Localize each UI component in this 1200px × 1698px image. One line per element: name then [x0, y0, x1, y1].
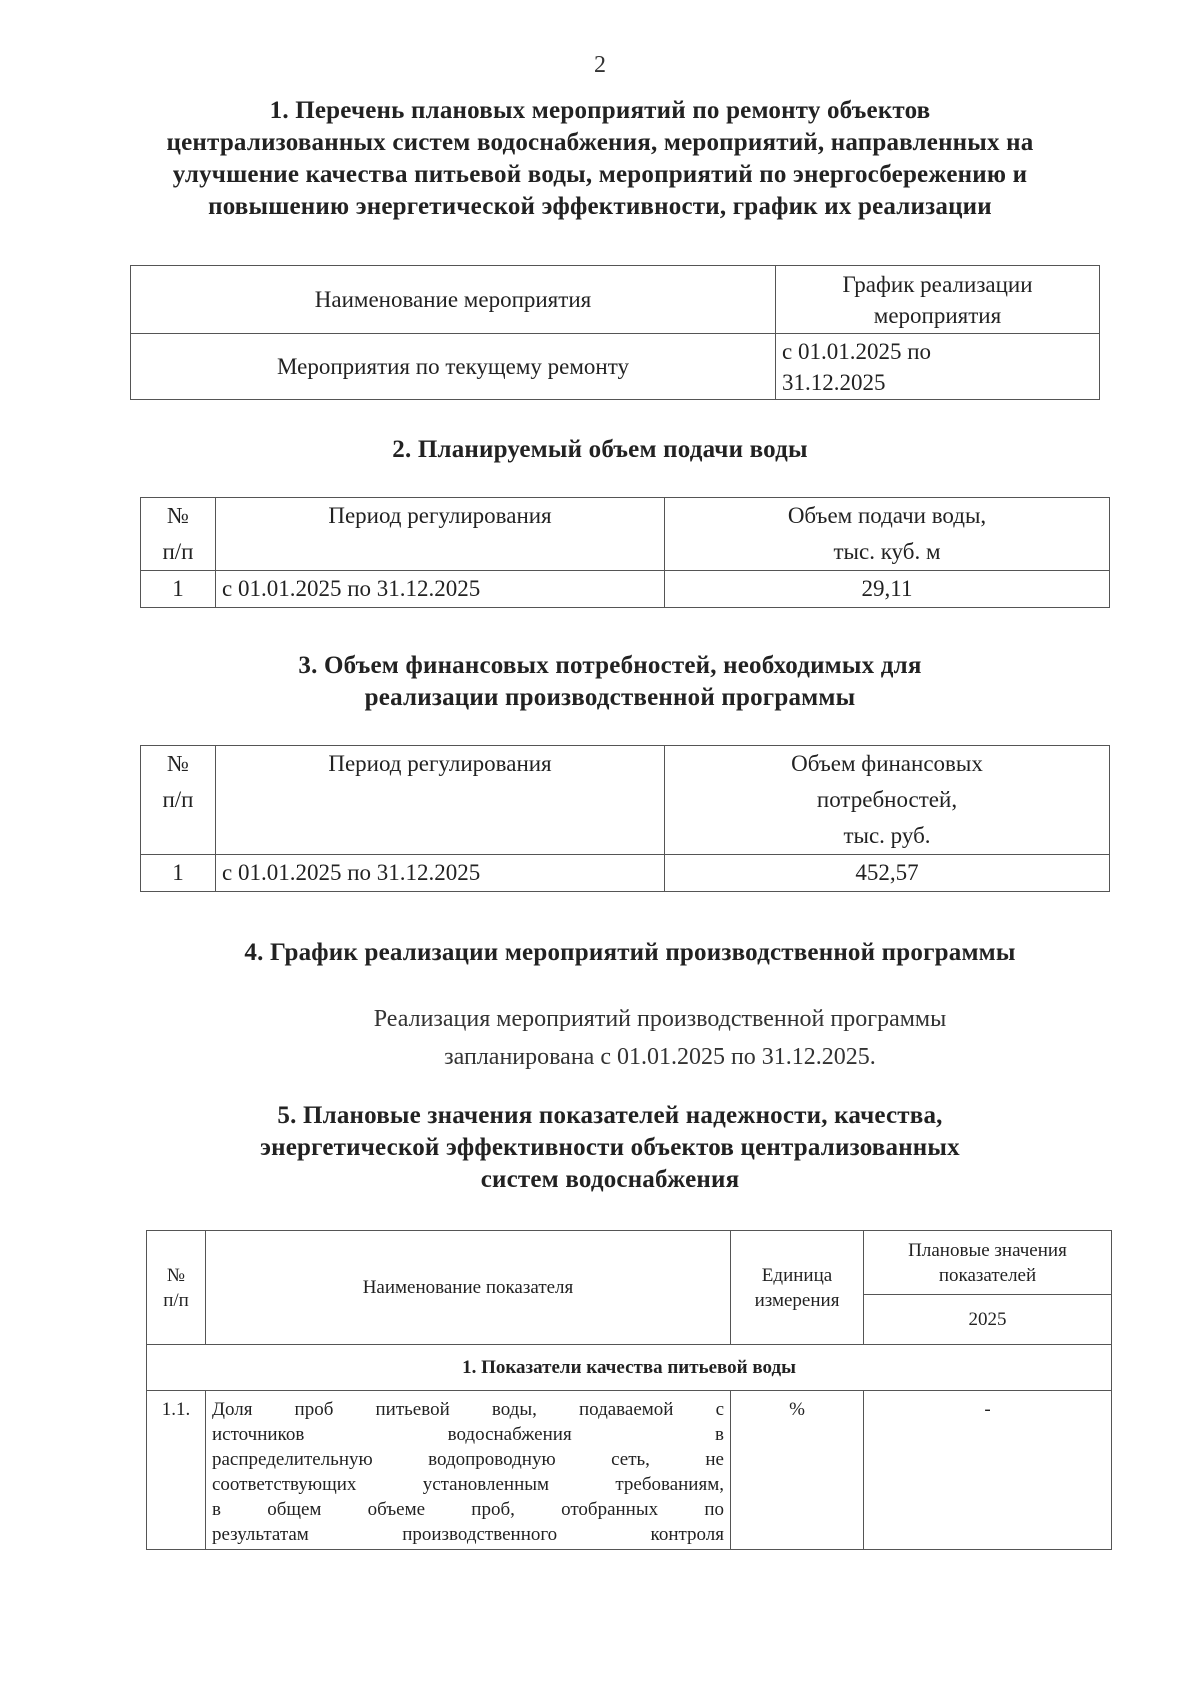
table-row	[131, 334, 1100, 400]
header-text: мероприятия	[873, 302, 1002, 328]
header-text: тыс. куб. м	[833, 539, 941, 564]
header-text: №	[166, 1264, 186, 1286]
header-text: тыс. руб.	[843, 823, 931, 848]
section4-text-line: Реализация мероприятий производственной программы	[373, 1006, 947, 1032]
header-num	[147, 1231, 206, 1345]
header-text: показателей	[938, 1264, 1037, 1286]
table-header-row	[147, 1231, 1112, 1295]
table-row	[147, 1391, 1112, 1550]
header-text: Наименование мероприятия	[314, 287, 592, 312]
header-text: Объем подачи воды,	[787, 503, 987, 528]
header-volume	[665, 498, 1110, 571]
header-text: Объем финансовых	[791, 751, 983, 776]
section3-title	[110, 650, 1110, 714]
section1-title-line: улучшение качества питьевой воды, мероприятий по энергосбережению и	[172, 161, 1028, 188]
header-period	[216, 746, 665, 855]
header-num	[141, 746, 216, 855]
cell-text-line: Доля проб питьевой воды, подаваемой с	[212, 1399, 724, 1420]
cell-schedule	[776, 334, 1100, 400]
section4-title: 4. График реализации мероприятий производственной программы	[244, 939, 1016, 966]
section1-title-line: 1. Перечень плановых мероприятий по ремонту объектов	[269, 97, 931, 124]
section5-title	[110, 1100, 1110, 1196]
cell-text-line: в общем объеме проб, отобранных по	[212, 1499, 724, 1520]
table-row	[141, 855, 1110, 892]
cell-text-line: результатам производственного контроля	[212, 1524, 724, 1545]
section1-table	[130, 265, 1100, 400]
table-row	[141, 571, 1110, 608]
cell-text-line: соответствующих установленным требованиям,	[212, 1474, 724, 1495]
section3-title-line: 3. Объем финансовых потребностей, необходимых для	[298, 652, 922, 679]
cell-volume: 29,11	[665, 571, 1110, 608]
table-header-row	[141, 746, 1110, 855]
section5-title-line: 5. Плановые значения показателей надежности, качества,	[277, 1102, 943, 1129]
section1-title-line: повышению энергетической эффективности, график их реализации	[208, 193, 992, 220]
section1-title	[100, 95, 1100, 223]
cell-num: 1	[141, 571, 216, 608]
cell-text-line: распределительную водопроводную сеть, не	[212, 1449, 724, 1470]
section4-text-line: запланирована с 01.01.2025 по 31.12.2025.	[444, 1044, 876, 1070]
table-header-row	[141, 498, 1110, 571]
cell-unit: %	[731, 1391, 864, 1550]
header-unit	[731, 1231, 864, 1345]
header-event-name	[131, 266, 776, 334]
table-header-row	[131, 266, 1100, 334]
header-text: п/п	[162, 539, 194, 564]
header-num	[141, 498, 216, 571]
section5-title-line: энергетической эффективности объектов централизованных	[260, 1134, 960, 1161]
cell-period: с 01.01.2025 по 31.12.2025	[216, 571, 665, 608]
cell-event-name	[131, 334, 776, 400]
header-text: Наименование показателя	[362, 1277, 574, 1298]
cell-num: 1	[141, 855, 216, 892]
cell-text: Мероприятия по текущему ремонту	[277, 354, 629, 379]
header-text: измерения	[754, 1289, 840, 1311]
cell-text: с 01.01.2025 по	[782, 338, 932, 364]
section3-table	[140, 745, 1110, 892]
header-text: Единица	[761, 1264, 833, 1286]
header-schedule	[776, 266, 1100, 334]
header-text: п/п	[162, 787, 194, 812]
cell-text: 31.12.2025	[782, 369, 886, 395]
cell-amount: 452,57	[665, 855, 1110, 892]
header-text: Период регулирования	[328, 503, 552, 528]
section3-title-line: реализации производственной программы	[364, 684, 856, 711]
header-text: потребностей,	[816, 787, 958, 812]
header-text: №	[167, 503, 189, 528]
header-plan-values	[864, 1231, 1112, 1295]
header-text: График реализации	[842, 271, 1033, 297]
group-title: 1. Показатели качества питьевой воды	[147, 1345, 1112, 1391]
cell-text-line: источников водоснабжения в	[212, 1424, 724, 1445]
cell-value: -	[864, 1391, 1112, 1550]
header-financial	[665, 746, 1110, 855]
section1-title-line: централизованных систем водоснабжения, мероприятий, направленных на	[166, 129, 1034, 156]
header-year: 2025	[864, 1295, 1112, 1345]
cell-indicator-name	[206, 1391, 731, 1550]
page-number: 2	[594, 52, 606, 78]
cell-period: с 01.01.2025 по 31.12.2025	[216, 855, 665, 892]
header-indicator-name	[206, 1231, 731, 1345]
header-text: Период регулирования	[328, 751, 552, 776]
cell-num: 1.1.	[147, 1391, 206, 1550]
header-period	[216, 498, 665, 571]
header-text: п/п	[163, 1289, 189, 1311]
section4-text	[160, 1000, 1160, 1076]
header-text: Плановые значения	[908, 1239, 1067, 1261]
section2-title: 2. Планируемый объем подачи воды	[392, 436, 808, 463]
section2-table	[140, 497, 1110, 608]
header-text: №	[167, 751, 189, 776]
table-group-row	[147, 1345, 1112, 1391]
section5-table	[146, 1230, 1112, 1550]
section5-title-line: систем водоснабжения	[480, 1166, 740, 1193]
